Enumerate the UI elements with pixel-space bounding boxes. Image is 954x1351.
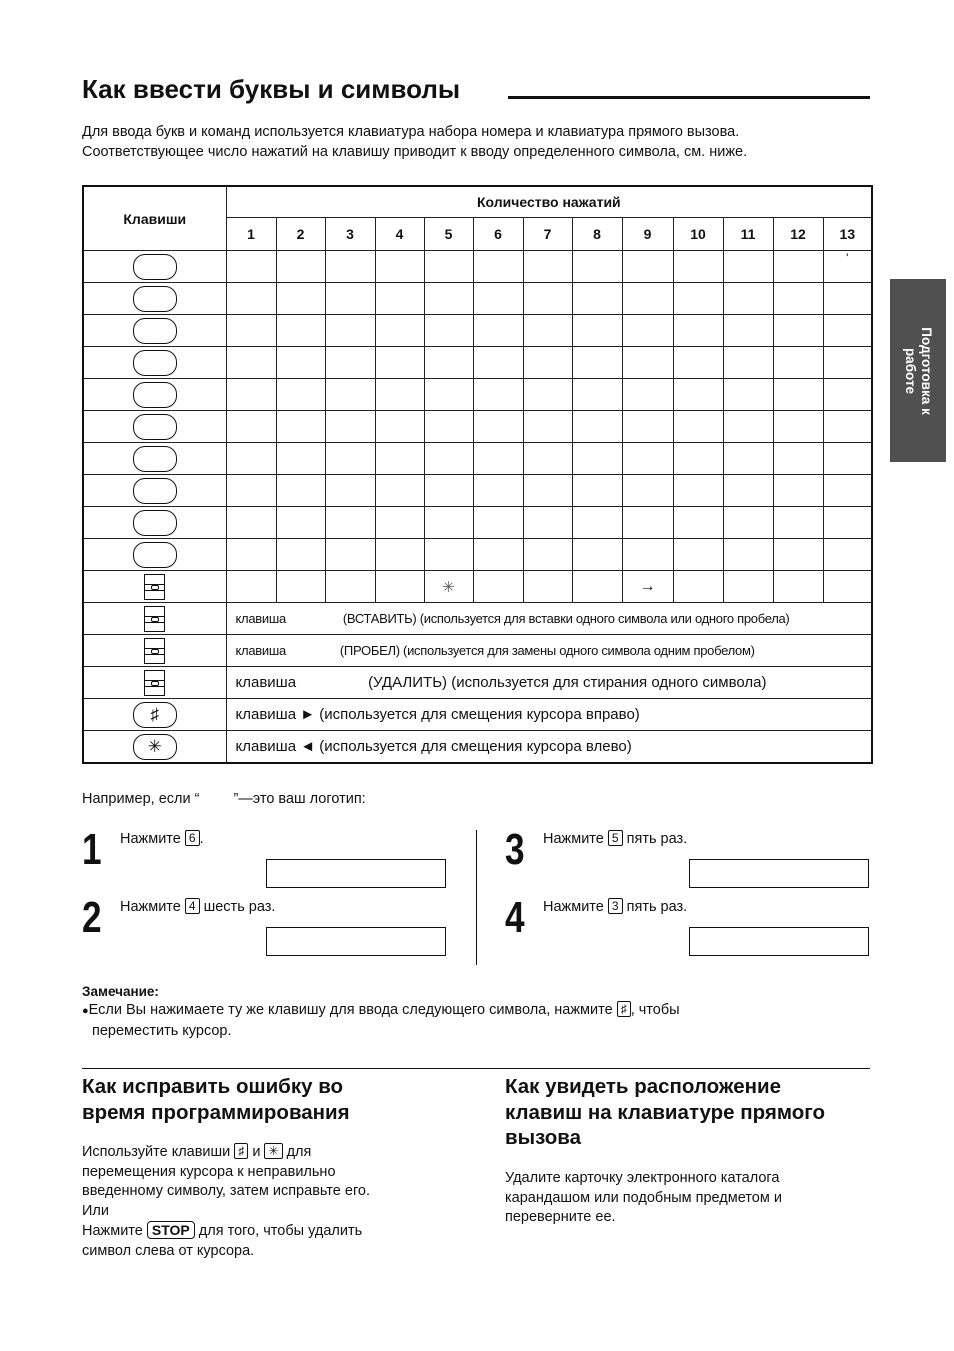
press-cell [226, 251, 276, 283]
press-cell [622, 475, 673, 507]
key-cell [83, 571, 226, 603]
press-cell [622, 507, 673, 539]
dial-key-icon [133, 350, 177, 376]
insert-key-icon [144, 606, 165, 632]
display-box [266, 859, 446, 888]
key-cell [83, 283, 226, 315]
dial-key-icon [133, 446, 177, 472]
press-cell [773, 347, 823, 379]
press-cell [773, 379, 823, 411]
press-cell [424, 283, 473, 315]
intro-line-1: Для ввода букв и команд используется клавиатура набора номера и клавиатура прямого вызова. [82, 124, 740, 140]
press-cell [375, 507, 424, 539]
col-header: 13 [823, 218, 872, 251]
press-cell [276, 475, 325, 507]
press-cell [424, 475, 473, 507]
section-body-key-layout: Удалите карточку электронного каталога карандашом или подобным предметом и переверните ее. [505, 1170, 782, 1225]
key-cell [83, 411, 226, 443]
star-key-icon: ✳ [264, 1143, 282, 1159]
table-row [83, 603, 872, 635]
space-row-prefix: клавиша [235, 643, 286, 658]
table-row [83, 379, 872, 411]
step-text: Нажмите 5 пять раз. [543, 831, 688, 847]
press-cell [723, 379, 773, 411]
step-text: Нажмите 6 . [120, 831, 204, 847]
press-cell [773, 411, 823, 443]
table-row [83, 699, 872, 731]
press-cell [823, 443, 872, 475]
key-cell [83, 379, 226, 411]
table-row [83, 283, 872, 315]
insert-row-prefix: клавиша [235, 611, 286, 626]
col-header: 11 [723, 218, 773, 251]
table-row [83, 315, 872, 347]
press-cell [723, 315, 773, 347]
press-cell [473, 251, 523, 283]
press-cell [773, 315, 823, 347]
press-cell [226, 539, 276, 571]
section-body-correct-error: Используйте клавиши ♯ и ✳ для перемещения курсора к неправильно введенному символу, затем исправьте его. Или Нажмите STOP для того, чтобы удалить символ слева от курсора. [82, 1144, 371, 1259]
title-rule [508, 96, 870, 99]
key-cell [83, 699, 226, 731]
example-text: Например, если “ ”—это ваш логотип: [82, 791, 366, 807]
dial-key-3: 3 [608, 898, 623, 914]
press-cell [325, 315, 375, 347]
step-number: 3 [505, 825, 525, 874]
display-box [689, 927, 869, 956]
col-header: 10 [673, 218, 723, 251]
table-row [83, 635, 872, 667]
dial-key-icon [144, 574, 165, 600]
press-cell [823, 315, 872, 347]
key-presses-table [82, 185, 873, 764]
space-key-icon [144, 638, 165, 664]
press-cell [325, 475, 375, 507]
dial-key-icon [133, 510, 177, 536]
presses-header: Количество нажатий [226, 186, 872, 218]
press-cell [473, 443, 523, 475]
press-cell [375, 347, 424, 379]
display-box [266, 927, 446, 956]
table-row [83, 443, 872, 475]
dial-key-5: 5 [608, 830, 623, 846]
press-cell [773, 475, 823, 507]
press-cell [375, 283, 424, 315]
key-cell [83, 603, 226, 635]
press-cell [523, 379, 572, 411]
press-cell [523, 475, 572, 507]
press-cell [723, 347, 773, 379]
press-cell [424, 507, 473, 539]
press-cell [473, 347, 523, 379]
press-cell [673, 507, 723, 539]
table-row [83, 571, 872, 603]
press-cell: ' [823, 251, 872, 283]
press-cell [226, 507, 276, 539]
note-body: ●Если Вы нажимаете ту же клавишу для ввода следующего символа, нажмите ♯ , чтобы переместить курсор. [82, 1002, 680, 1039]
press-cell [325, 379, 375, 411]
press-cell [572, 347, 622, 379]
press-cell [673, 411, 723, 443]
key-cell [83, 667, 226, 699]
press-cell [622, 283, 673, 315]
press-cell [673, 379, 723, 411]
column-divider [476, 830, 477, 965]
press-cell [375, 539, 424, 571]
press-cell [823, 539, 872, 571]
press-cell [673, 539, 723, 571]
star-row-description: клавиша ◄ (используется для смещения курсора влево) [226, 731, 872, 764]
press-cell [523, 411, 572, 443]
press-cell [622, 347, 673, 379]
press-cell [276, 251, 325, 283]
press-cell [276, 411, 325, 443]
press-cell [673, 475, 723, 507]
press-cell [424, 251, 473, 283]
press-cell [276, 315, 325, 347]
star-symbol-cell: ✳ [424, 571, 473, 603]
hash-key-icon: ♯ [234, 1143, 248, 1159]
section-side-tab [890, 279, 946, 462]
press-cell [622, 315, 673, 347]
press-cell [424, 315, 473, 347]
press-cell [375, 443, 424, 475]
press-cell [773, 539, 823, 571]
press-cell [325, 283, 375, 315]
press-cell [523, 251, 572, 283]
press-cell [673, 283, 723, 315]
key-cell [83, 731, 226, 764]
dial-key-icon [133, 382, 177, 408]
key-cell [83, 507, 226, 539]
col-header: 2 [276, 218, 325, 251]
dial-key-icon [133, 318, 177, 344]
press-cell [723, 507, 773, 539]
step-number: 1 [82, 825, 102, 874]
col-header: 5 [424, 218, 473, 251]
col-header: 9 [622, 218, 673, 251]
section-divider [82, 1068, 870, 1069]
press-cell [523, 283, 572, 315]
col-header: 8 [572, 218, 622, 251]
insert-row-description [226, 603, 872, 635]
dial-key-4: 4 [185, 898, 200, 914]
press-cell [424, 379, 473, 411]
delete-row-prefix: клавиша [235, 674, 297, 691]
press-cell [773, 283, 823, 315]
press-cell [523, 443, 572, 475]
press-cell [325, 507, 375, 539]
press-cell [523, 347, 572, 379]
key-cell [83, 475, 226, 507]
press-cell [673, 315, 723, 347]
table-row [83, 475, 872, 507]
dial-key-icon [133, 478, 177, 504]
press-cell [572, 475, 622, 507]
key-cell [83, 315, 226, 347]
key-cell [83, 251, 226, 283]
delete-key-icon [144, 670, 165, 696]
press-cell [226, 475, 276, 507]
insert-row-text: (ВСТАВИТЬ) (используется для вставки одного символа или одного пробела) [342, 611, 790, 626]
press-cell [723, 251, 773, 283]
dial-key-icon [133, 286, 177, 312]
press-cell [572, 539, 622, 571]
press-cell [622, 379, 673, 411]
hash-key-icon: ♯ [617, 1001, 631, 1017]
section-title-key-layout: Как увидеть расположение клавиш на клавиатуре прямого вызова [505, 1075, 826, 1149]
table-row [83, 507, 872, 539]
press-cell [226, 315, 276, 347]
press-cell [523, 507, 572, 539]
table-row [83, 411, 872, 443]
press-cell [424, 411, 473, 443]
press-cell [572, 251, 622, 283]
press-cell [673, 347, 723, 379]
press-cell [673, 443, 723, 475]
col-header: 1 [226, 218, 276, 251]
press-cell [773, 251, 823, 283]
press-cell [226, 411, 276, 443]
press-cell [823, 379, 872, 411]
press-cell [473, 379, 523, 411]
dial-key-icon [133, 414, 177, 440]
press-cell [723, 283, 773, 315]
press-cell [572, 379, 622, 411]
press-cell [473, 283, 523, 315]
press-cell [473, 475, 523, 507]
press-cell [325, 347, 375, 379]
intro-line-2: Соответствующее число нажатий на клавишу приводит к вводу определенного символа, см. ниже. [82, 143, 748, 160]
press-cell [473, 315, 523, 347]
step-text: Нажмите 4 шесть раз. [120, 899, 276, 915]
press-cell [375, 315, 424, 347]
arrow-symbol-cell: → [622, 571, 673, 603]
step-number: 2 [82, 893, 102, 942]
press-cell [325, 443, 375, 475]
press-cell [523, 539, 572, 571]
press-cell [473, 411, 523, 443]
press-cell [572, 507, 622, 539]
press-cell [572, 411, 622, 443]
dial-key-icon [133, 542, 177, 568]
press-cell [673, 251, 723, 283]
table-row [83, 539, 872, 571]
press-cell [622, 539, 673, 571]
table-row [83, 251, 872, 283]
press-cell [572, 443, 622, 475]
col-header: 12 [773, 218, 823, 251]
press-cell [723, 443, 773, 475]
col-header: 6 [473, 218, 523, 251]
table-row [83, 731, 872, 764]
key-cell [83, 443, 226, 475]
press-cell [375, 475, 424, 507]
press-cell [226, 443, 276, 475]
keys-header: Клавиши [83, 186, 226, 251]
side-tab-label: Подготовка к работе [903, 327, 934, 415]
col-header: 4 [375, 218, 424, 251]
press-cell [276, 347, 325, 379]
press-cell [424, 443, 473, 475]
press-cell [473, 507, 523, 539]
stop-key-icon: STOP [147, 1221, 195, 1239]
press-cell [276, 379, 325, 411]
delete-row-text: (УДАЛИТЬ) (используется для стирания одного символа) [368, 674, 767, 691]
step-text: Нажмите 3 пять раз. [543, 899, 688, 915]
press-cell [723, 475, 773, 507]
press-cell [325, 251, 375, 283]
press-cell [226, 379, 276, 411]
dial-key-6: 6 [185, 830, 200, 846]
note-heading: Замечание: [82, 984, 159, 999]
press-cell [424, 539, 473, 571]
press-cell [375, 379, 424, 411]
press-cell [823, 347, 872, 379]
press-cell [276, 539, 325, 571]
press-cell [773, 443, 823, 475]
press-cell [723, 539, 773, 571]
key-cell [83, 347, 226, 379]
press-cell [572, 315, 622, 347]
press-cell [276, 507, 325, 539]
press-cell [276, 443, 325, 475]
press-cell [276, 283, 325, 315]
table-row [83, 667, 872, 699]
hash-key-icon: ♯ [133, 702, 177, 728]
table-row [83, 347, 872, 379]
press-cell [823, 475, 872, 507]
press-cell [723, 411, 773, 443]
dial-key-icon [133, 254, 177, 280]
press-cell [773, 507, 823, 539]
display-box [689, 859, 869, 888]
hash-row-description: клавиша ► (используется для смещения курсора вправо) [226, 699, 872, 731]
key-cell [83, 635, 226, 667]
press-cell [622, 411, 673, 443]
press-cell [473, 539, 523, 571]
press-cell [375, 251, 424, 283]
col-header: 7 [523, 218, 572, 251]
space-row-text: (ПРОБЕЛ) (используется для замены одного символа одним пробелом) [339, 643, 755, 658]
step-number: 4 [505, 893, 525, 942]
page-title: Как ввести буквы и символы [82, 74, 461, 104]
press-cell [325, 539, 375, 571]
press-cell [424, 347, 473, 379]
press-cell [622, 251, 673, 283]
col-header: 3 [325, 218, 375, 251]
press-cell [622, 443, 673, 475]
intro-text [82, 123, 747, 162]
press-cell [523, 315, 572, 347]
press-cell [375, 411, 424, 443]
press-cell [226, 283, 276, 315]
space-row-description [226, 635, 872, 667]
delete-row-description [226, 667, 872, 699]
press-cell [325, 411, 375, 443]
press-cell [823, 507, 872, 539]
star-key-icon: ✳ [133, 734, 177, 760]
press-cell [823, 283, 872, 315]
press-cell [823, 411, 872, 443]
press-cell [572, 283, 622, 315]
section-title-correct-error: Как исправить ошибку во время программирования [82, 1075, 350, 1124]
press-cell [226, 347, 276, 379]
key-cell [83, 539, 226, 571]
